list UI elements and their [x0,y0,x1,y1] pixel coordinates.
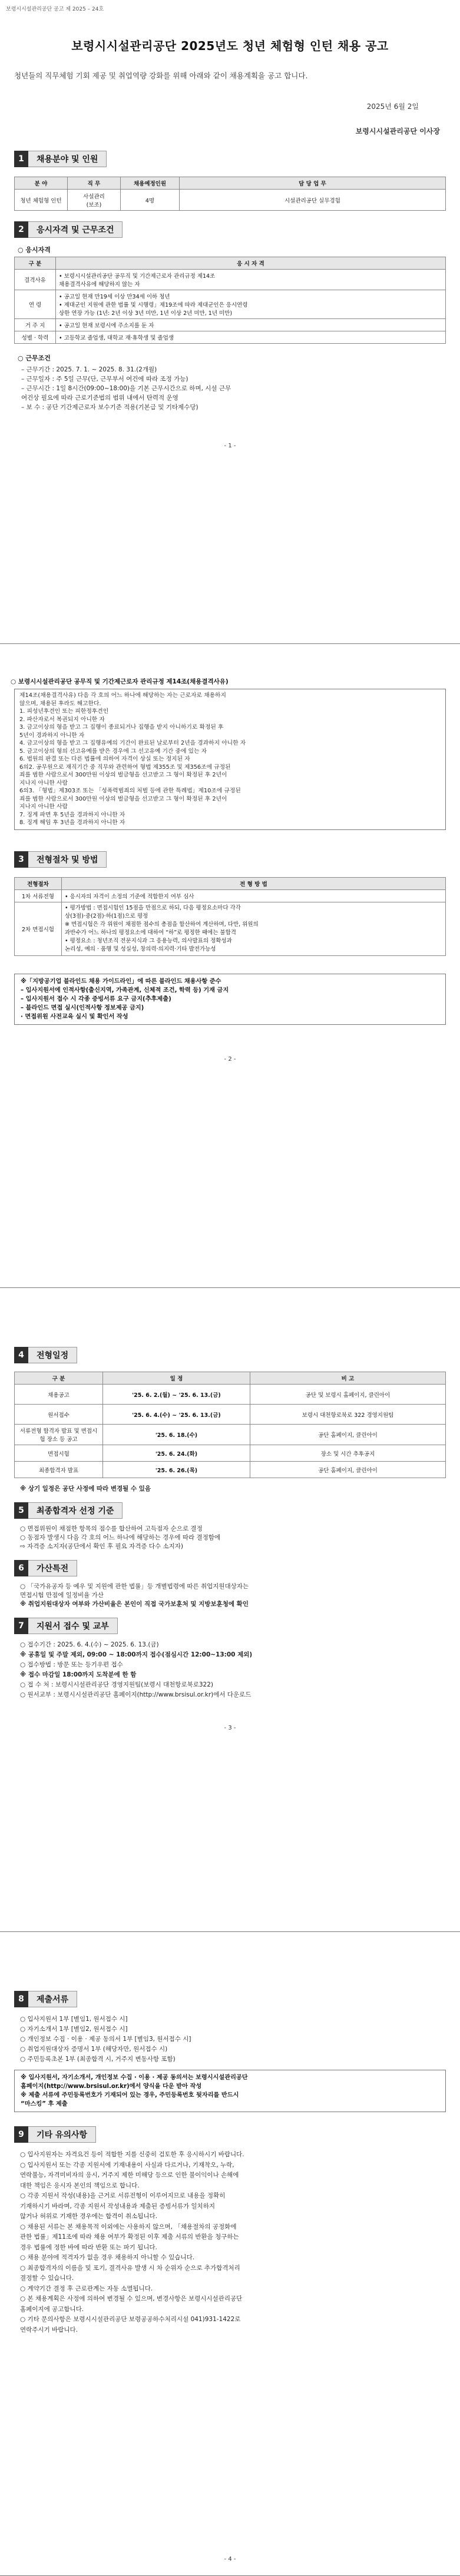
section-label: 채용분야 및 인원 [28,151,107,167]
table-cell: 채용공고 [15,1385,103,1405]
page-number: - 3 - [224,1725,236,1731]
row-value: • 응시자의 자격이 소정의 기준에 적합한지 여부 심사 [62,890,446,902]
section-number: 5 [14,1502,28,1519]
application-line: ○ 접 수 처 : 보령시시설관리공단 경영지원팀(보령시 대천항로북로322) [20,1681,214,1688]
notice-line: ※ 제출 서류에 주민등록번호가 기재되어 있는 경우, 주민등록번호 뒷자리를 반드시 [21,2092,239,2099]
section-4-heading [14,1347,77,1363]
page-4 [0,1932,460,2576]
eligibility-table [14,257,446,344]
section-number: 3 [14,851,28,868]
intro-text: 청년들의 직무체험 기회 제공 및 취업역량 강화를 위해 아래와 같이 채용계획을 공고 합니다. [14,71,308,80]
row-key: 2차 면접시험 [15,902,62,956]
value-line: ※ 면접시험은 각 위원이 채점한 점수의 총점을 합산하여 계산하며, 다만, 위원의 [65,921,259,928]
note-line: 결정할 수 있습니다. [20,2275,74,2282]
page-number: - 2 - [224,1056,236,1063]
section-number: 6 [14,1560,28,1576]
schedule-note: ※ 상기 일정은 공단 사정에 따라 변경될 수 있음 [20,1485,151,1492]
disqualification-box [14,689,446,830]
condition-line: – 근무일자 : 주 5일 근무(단, 근무부서 여건에 따라 조정 가능) [21,376,188,383]
section-5-heading [14,1502,123,1519]
notice-line: 홈페이지(http://www.brsisul.or.kr)에서 양식을 다운 받아 작성 [21,2083,202,2090]
note-line: ○ 채용된 서류는 본 채용목적 이외에는 사용하지 않으며, 「채용절차의 공정화에 [20,2223,237,2230]
page-number: - 4 - [224,2556,236,2562]
value-line: 논리성, 예의 · 품행 및 성실성, 창의력·의지력·기타 발전가능성 [65,946,216,952]
criteria-line: ⇨ 자격증 소지자(공단에서 확인 후 필요 자격증 다수 소지자) [20,1543,183,1550]
section-label: 전형일정 [28,1347,77,1363]
value-line: 상(3점)·중(2점)·하(1점)으로 평정 [65,913,148,919]
box-line: 5. 금고이상의 형의 선고유예를 받은 경우에 그 선고유예 기간 중에 있는 자 [19,748,207,755]
criteria-line: ○ 동점자 발생시 다음 각 호의 어느 하나에 해당하는 경우에 따라 결정함에 [20,1534,221,1541]
table-cell: '25. 6. 2.(월) ~ '25. 6. 13.(금) [103,1385,250,1405]
section-label: 지원서 접수 및 교부 [28,1618,118,1634]
box-line: 6의3. 「형법」제303조 또는 「성폭력범죄의 처벌 등에 관한 특례법」제10조에 규정된 [19,788,241,794]
col-header: 채용예정인원 [121,177,180,190]
col-header: 직 무 [68,177,121,190]
box-line: 죄를 범한 사람으로서 300만원 이상의 벌금형을 선고받고 그 형이 확정된 후 2년이 [19,795,227,802]
document-line: ○ 주민등록초본 1부 (최종합격 시, 거주지 변동사항 포함) [20,2056,176,2063]
table-cell: '25. 6. 26.(목) [103,1462,250,1478]
section-7-heading [14,1618,118,1634]
note-line: 연락불능, 자격미비자의 응시, 거주지 제한 미해당 등으로 인한 불이익이나 손해에 [20,2172,239,2179]
box-line: 3. 금고이상의 형을 받고 그 집행이 종료되거나 집행을 받지 아니하기로 확정된 후 [19,724,224,731]
blind-hiring-notice [14,974,446,1025]
section-label: 전형절차 및 방법 [28,851,107,868]
subheading-conditions: ○ 근무조건 [18,354,51,362]
notice-line: ※ 입사지원서, 자기소개서, 개인정보 수집 · 이용 · 제공 동의서는 보령시시설관리공단 [21,2074,248,2081]
bonus-line: ※ 취업지원대상자 여부와 가산비율은 본인이 직접 국가보훈처 및 지방보훈청에 확인 [20,1601,249,1608]
notice-line: “마스킹” 후 제출 [21,2101,68,2107]
note-line: 기재하시기 바라며, 각종 지원서 작성내용과 제출된 증빙서류가 일치하지 [20,2202,215,2210]
document-line: ○ 입사지원서 1부 [별임1, 원서접수 시] [20,2016,128,2023]
section-number: 2 [14,221,28,238]
col-header: 응 시 자 격 [56,257,446,270]
condition-line: – 근무시간 : 1일 8시간(09:00~18:00)을 기본 근무시간으로 하며, 시설 근무 [21,385,231,392]
document-line: ○ 개인정보 수집 · 이용 · 제공 동의서 1부 [별임3, 원서접수 시] [20,2036,191,2043]
criteria-line: ○ 면접위원이 채점한 항목의 점수를 합산하여 고득점자 순으로 결정 [20,1525,203,1532]
page-title: 보령시시설관리공단 2025년도 청년 체험형 인턴 채용 공고 [71,39,389,53]
section-number: 7 [14,1618,28,1634]
application-line: ○ 원서교부 : 보령시시설관리공단 홈페이지(http://www.brsisul.or.kr)에서 다운로드 [20,1691,251,1698]
recruit-table [14,177,446,211]
selection-criteria [20,1525,442,1551]
page-1 [0,0,460,644]
box-line: 않으며, 채용된 후라도 해고한다. [19,700,101,707]
documents-list [20,2014,442,2064]
value-line: 상한 연장 가능 (1년: 2년 이상 3년 미만, 1년 이상 2년 미만, 1년 미만) [59,310,233,317]
section-label: 가산특전 [28,1560,77,1576]
row-value [56,331,446,344]
section-3-heading [14,851,107,868]
note-line: ○ 채용 분야에 적격자가 없을 경우 채용하지 아니할 수 있습니다. [20,2254,195,2261]
table-cell: '25. 6. 4.(수) ~ '25. 6. 13.(금) [103,1405,250,1425]
row-key: 성별 · 학력 [15,331,56,344]
table-cell: 면접시험 [15,1445,103,1462]
value-line: 과반수가 어느 하나의 평정요소에 대하여 “하”로 평정한 때에는 불합격 [65,930,236,936]
table-cell: 장소 및 시간 추후공지 [250,1445,446,1462]
application-line: ※ 공휴일 및 주말 제외, 09:00 ~ 18:00까지 접수(점심시간 12:00~13:00 제외) [20,1651,253,1658]
table-cell: 최종합격자 발표 [15,1462,103,1478]
section-6-heading [14,1560,77,1576]
schedule-table [14,1372,446,1478]
table-cell: 4명 [121,190,180,211]
document-line: ○ 자기소개서 1부 [별임2, 원서접수 시] [20,2026,128,2033]
section-label: 제출서류 [28,1991,77,2007]
subheading-eligibility: ○ 응시자격 [18,246,51,254]
box-line: 6의2. 공무원으로 재직기간 중 직무와 관련하여 형법 제355조 및 제356조에 규정된 [19,763,231,771]
row-key: 결격사유 [15,270,56,290]
document-line: ○ 취업지원대상자 증명서 1부 (해당자만, 원서접수 시) [20,2046,168,2053]
documents-notice [14,2070,446,2112]
note-line: 관한 법률」제11조에 따라 채용 여부가 확정된 이후 제출 서류의 반환을 청구하는 [20,2233,239,2240]
value-line: 채용결격사유에 해당하지 않는 자 [59,281,140,288]
section-8-heading [14,1991,77,2007]
notice-line: · 면접위원 사전교육 실시 및 확인서 작성 [21,1014,128,1020]
table-cell: 보령시 대천항로북로 322 경영지원팀 [250,1405,446,1425]
section-number: 4 [14,1347,28,1363]
section-9-heading [14,2126,96,2143]
conditions-list [21,365,436,412]
col-header: 전형절차 [15,878,62,890]
col-header: 구 분 [15,1372,103,1385]
section-number: 8 [14,1991,28,2007]
note-line: ○ 입사지원서 또는 각종 지원서에 기재내용이 사실과 다르거나, 기재착오, 누락, [20,2161,234,2169]
table-cell: 청년 체험형 인턴 [15,190,68,211]
table-cell: 공단 홈페이지, 클린아이 [250,1425,446,1445]
condition-line: – 보 수 : 공단 기간제근로자 보수기준 적용(기본급 및 기타제수당) [21,404,198,411]
note-line: 연락주시기 바랍니다. [20,2326,78,2333]
table-cell: '25. 6. 18.(수) [103,1425,250,1445]
note-line: 대한 책임은 응시자 본인의 책임으로 합니다. [20,2182,140,2189]
cell-line: (보조) [86,201,102,208]
value-line: • 고등학교 졸업생, 대학교 재·휴학생 및 졸업생 [59,335,174,341]
application-info [20,1640,442,1700]
row-key: 1차 서류전형 [15,890,62,902]
application-line: ※ 접수 마감일 18:00까지 도착분에 한 함 [20,1671,137,1678]
condition-line: 여건상 필요에 따라 근로기준법의 범위 내에서 탄력적 운영 [21,394,178,401]
page-number: - 1 - [224,443,236,449]
value-line: • 제대군인 지원에 관한 법률 및 시행령」제19조에 따라 제대군인은 응시연령 [59,302,248,308]
issuer-org: 보령시시설관리공단 이사장 [355,127,440,135]
notice-line: – 입사지원서 접수 시 각종 증빙서류 요구 금지(추후제출) [21,996,171,1002]
disqualification-heading: ○ 보령시시설관리공단 공무직 및 기간제근로자 관리규정 제14조(채용결격사유) [11,678,229,685]
row-value [56,319,446,331]
notice-line: – 블라인드 면접 실시(인적사항 정보제공 금지) [21,1005,144,1011]
application-line: ○ 접수기간 : 2025. 6. 4.(수) ~ 2025. 6. 13.(금) [20,1641,159,1648]
box-line: 5년이 경과하지 아니한 자 [19,732,85,739]
col-header: 담 당 업 무 [180,177,446,190]
box-line: 죄를 범한 사람으로서 300만원 이상의 벌금형을 선고받고 그 형이 확정된 후 2년이 [19,772,227,778]
col-header: 일 정 [103,1372,250,1385]
note-line: 않거나 허위로 기재한 경우에는 합격이 취소됩니다. [20,2213,158,2220]
table-cell: 원서접수 [15,1405,103,1425]
section-label: 최종합격자 선정 기준 [28,1502,123,1519]
value-line: • 평정요소 : 청년조직 전문지식과 그 응용능력, 의사발표의 정확성과 [65,938,232,944]
table-cell [68,190,121,211]
table-cell: '25. 6. 24.(화) [103,1445,250,1462]
col-header: 전 형 방 법 [62,878,446,890]
table-cell: 시설관리공단 실무경험 [180,190,446,211]
section-number: 1 [14,151,28,167]
row-value [62,902,446,956]
note-line: ○ 본 채용계획은 사정에 의하여 변경될 수 있으며, 변경사항은 보령시시설관리공단 [20,2295,243,2302]
notice-date: 2025년 6월 2일 [366,102,419,111]
row-key: 거 주 지 [15,319,56,331]
note-line: 홈페이지에 공고합니다. [20,2305,84,2313]
note-line: ○ 계약기간 결정 후 근로관계는 자동 소멸됩니다. [20,2285,153,2292]
box-line: 지나지 아니한 사람 [19,804,68,810]
value-line: • 공고일 현재 보령시에 주소지를 둔 자 [59,323,154,329]
bonus-points [20,1582,442,1609]
note-line: ○ 기타 문의사항은 보령시시설관리공단 보령공공하수처리시설 041)931-1422로 [20,2316,241,2323]
application-line: ○ 접수방법 : 방문 또는 등기우편 접수 [20,1661,123,1668]
cell-line: 사설관리 [83,193,105,200]
value-line: • 평가방법 : 면접시험인 15점을 만점으로 하되, 다음 평정요소마다 각각 [65,905,241,911]
bonus-line: 면접시험 만점에 일정비율 가산 [20,1592,104,1599]
note-line: 경우 법률에 정한 바에 따라 반환 또는 파기 됩니다. [20,2243,157,2251]
row-value [56,270,446,290]
page-2 [0,644,460,1288]
bonus-line: ○ 「국가유공자 등 예우 및 지원에 관한 법률」등 개별법령에 따른 취업지원대상자는 [20,1583,249,1590]
section-label: 응시자격 및 근무조건 [28,221,123,238]
process-table [14,877,446,956]
box-line: 2. 파산자로서 복권되지 아니한 자 [19,716,105,723]
note-line: ○ 최종합격자의 이름을 및 포기, 결격사유 발생 시 차 순위자 순으로 추가합격처리 [20,2264,240,2272]
box-line: 6. 법원의 판결 또는 다른 법률에 의하여 자격이 상실 또는 정지된 자 [19,756,190,762]
notice-reference: 보령시시설관리공단 공고 제 2025 – 24호 [6,6,104,12]
col-header: 구 분 [15,257,56,270]
box-line: 8. 징계 해임 후 3년을 경과하지 아니한 자 [19,819,125,826]
section-label: 기타 유의사항 [28,2126,96,2143]
box-line: 4. 금고이상의 형을 받고 그 집행유예의 기간이 완료된 날로부터 2년을 경과하지 아니한 자 [19,740,246,746]
note-line: ○ 입사지원자는 자격요건 등이 적합한 지를 신중히 검토한 후 응시하시기 바랍니다. [20,2151,244,2158]
row-value [56,290,446,319]
condition-line: – 근무기간 : 2025. 7. 1. ~ 2025. 8. 31.(2개월) [21,366,157,373]
notice-line: – 입사지원서에 인적사항(출신지역, 가족관계, 신체적 조건, 학력 등) 기재 금지 [21,987,229,994]
other-notes [20,2150,442,2335]
box-line: 지나지 아니한 사람 [19,779,68,786]
section-2-heading [14,221,123,238]
col-header: 분 야 [15,177,68,190]
table-cell: 서류전형 합격자 발표 및 면접시험 장소 등 공고 [15,1425,103,1445]
section-1-heading [14,151,107,167]
page-3 [0,1288,460,1932]
box-line: 7. 징계 파면 후 5년을 경과하지 아니한 자 [19,811,125,818]
notice-line: ※「지방공기업 블라인드 채용 가이드라인」에 따른 블라인드 채용사항 준수 [21,978,221,985]
section-number: 9 [14,2126,28,2143]
value-line: • 공고일 현재 만19세 이상 만34세 이하 청년 [59,294,170,300]
table-cell: 공단 및 보령시 홈페이지, 클린아이 [250,1385,446,1405]
row-key: 연 령 [15,290,56,319]
value-line: • 보령시시설관리공단 공무직 및 기간제근로자 관리규정 제14조 [59,273,216,280]
note-line: ○ 각종 지원서 작성(내용)을 근거로 서류전형이 이루어지므로 내용을 정확히 [20,2192,226,2199]
box-line: 1. 피성년후견인 또는 피한정후견인 [19,708,109,715]
table-cell: 공단 홈페이지, 클린아이 [250,1462,446,1478]
col-header: 비 고 [250,1372,446,1385]
box-line: 제14조(채용결격사유) 다음 각 호의 어느 하나에 해당하는 자는 근로자로 채용하지 [19,692,226,699]
